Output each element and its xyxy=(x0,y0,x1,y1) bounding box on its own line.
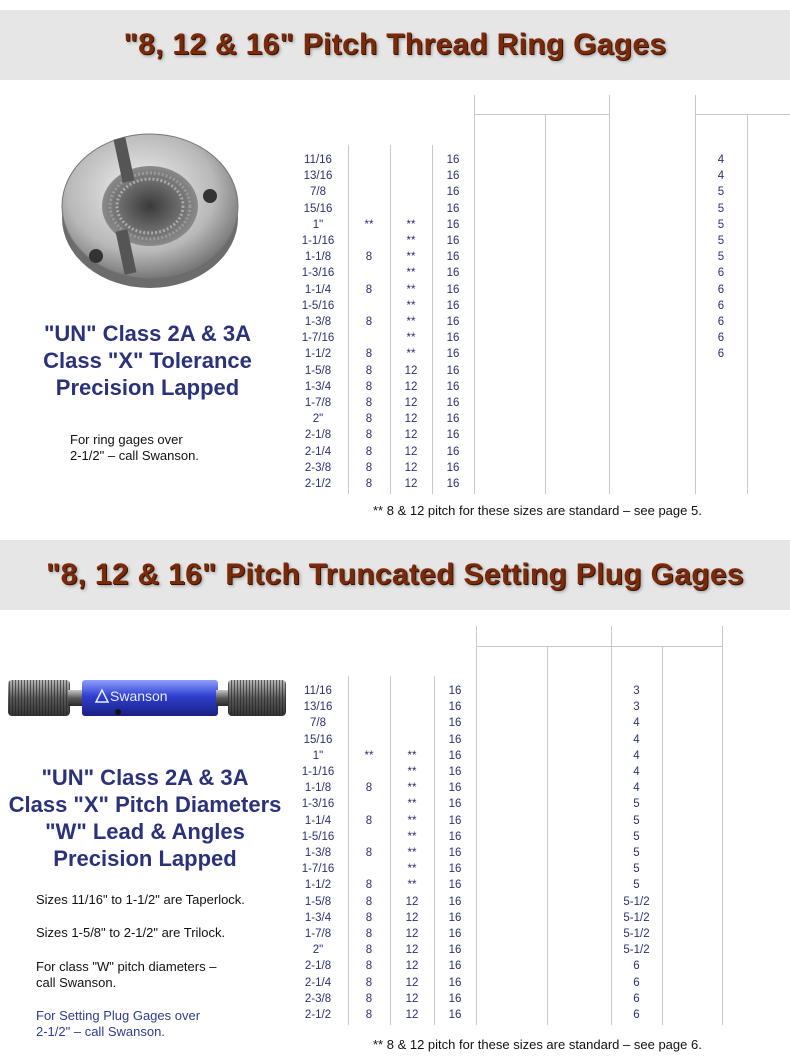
holder-no-cell xyxy=(695,427,747,443)
size-cell: 2-1/8 xyxy=(304,960,332,973)
plug-note-taperlock: Sizes 11/16" to 1-1/2" are Taperlock. xyxy=(36,892,245,907)
pitch-12-cell: 12 xyxy=(404,397,418,409)
size-cell: 1-7/16 xyxy=(301,863,335,876)
size-cell: 1-1/16 xyxy=(301,766,335,778)
pitch-16-cell: 16 xyxy=(446,332,460,345)
pitch-12-cell: 12 xyxy=(404,413,418,426)
pitch-16-cell: 16 xyxy=(448,685,462,697)
pitch-12-cell: ** xyxy=(407,766,417,778)
pitch-12-cell: ** xyxy=(407,879,417,892)
holder-no-cell: 5 xyxy=(717,235,725,247)
size-cell: 1-5/16 xyxy=(301,830,335,843)
size-cell: 2-1/4 xyxy=(304,445,332,458)
holder-no-cell: 5 xyxy=(717,218,725,231)
holder-no-cell: 3 xyxy=(633,685,640,697)
size-cell: 13/16 xyxy=(303,170,333,183)
size-cell: 11/16 xyxy=(304,154,332,166)
size-cell: 1-1/2 xyxy=(304,879,332,892)
pitch-8-cell: 8 xyxy=(365,879,373,892)
size-cell: 2" xyxy=(312,944,324,957)
holder-no-cell: 6 xyxy=(717,316,725,328)
pitch-8-cell xyxy=(348,732,390,748)
column-divider xyxy=(662,646,663,1025)
plug-gages-title: "8, 12 & 16" Pitch Truncated Setting Plug Gages xyxy=(46,558,744,591)
ring-gages-banner xyxy=(0,10,790,80)
pitch-16-cell: 16 xyxy=(448,911,462,924)
holder-no-cell: 5 xyxy=(717,251,725,264)
size-cell: 1-1/2 xyxy=(304,348,332,361)
pitch-16-cell: 16 xyxy=(446,235,460,247)
pitch-12-cell: 12 xyxy=(405,976,419,989)
size-cell: 2-3/8 xyxy=(304,992,332,1005)
pitch-8-cell xyxy=(348,330,390,346)
pitch-16-cell: 16 xyxy=(448,701,462,714)
pitch-8-cell xyxy=(348,829,390,845)
size-cell: 11/16 xyxy=(304,685,332,697)
pitch-8-cell xyxy=(348,715,390,731)
column-divider xyxy=(545,114,546,494)
pitch-16-cell: 16 xyxy=(446,299,460,312)
holder-no-cell xyxy=(695,411,747,427)
size-cell: 1-3/16 xyxy=(301,267,335,280)
size-cell: 2-1/4 xyxy=(304,976,332,989)
size-cell: 1-3/4 xyxy=(304,911,332,924)
pitch-16-cell: 16 xyxy=(448,830,462,843)
pitch-8-cell: 8 xyxy=(365,348,373,361)
pitch-12-cell: ** xyxy=(406,299,416,312)
holder-no-cell: 5-1/2 xyxy=(623,911,650,924)
holder-no-cell xyxy=(695,476,747,492)
pitch-8-cell: 8 xyxy=(365,976,373,989)
pitch-16-cell: 16 xyxy=(446,397,460,409)
ring-gage-image xyxy=(58,118,242,302)
pitch-16-cell: 16 xyxy=(448,782,462,795)
pitch-16-cell: 16 xyxy=(446,186,460,199)
pitch-16-cell: 16 xyxy=(448,992,462,1005)
pitch-12-cell: 12 xyxy=(405,911,419,924)
size-cell: 1-1/4 xyxy=(304,814,332,827)
pitch-12-cell xyxy=(390,168,432,184)
pitch-16-cell: 16 xyxy=(448,879,462,892)
holder-no-cell: 6 xyxy=(633,976,640,989)
holder-no-cell: 4 xyxy=(633,766,640,778)
group-header-rule xyxy=(695,114,790,115)
size-cell: 1-1/8 xyxy=(304,251,332,264)
pitch-12-cell xyxy=(390,184,432,200)
pitch-8-cell xyxy=(348,184,390,200)
ring-spec-line-3: Precision Lapped xyxy=(55,375,240,400)
pitch-12-cell: 12 xyxy=(404,461,418,474)
holder-no-cell: 6 xyxy=(717,348,725,361)
holder-no-cell: 3 xyxy=(633,701,640,714)
holder-no-cell: 5 xyxy=(633,814,640,827)
pitch-16-cell: 16 xyxy=(446,154,460,166)
pitch-12-cell xyxy=(390,715,434,731)
pitch-8-cell: 8 xyxy=(365,944,373,957)
size-cell: 1-5/16 xyxy=(301,299,335,312)
ring-note-line-1: For ring gages over xyxy=(70,432,183,447)
pitch-12-cell xyxy=(390,201,432,217)
holder-no-cell: 5-1/2 xyxy=(623,928,650,940)
pitch-8-cell: 8 xyxy=(365,316,373,328)
size-cell: 1-5/8 xyxy=(304,895,332,908)
pitch-16-cell: 16 xyxy=(446,461,460,474)
pitch-8-cell: 8 xyxy=(365,283,373,296)
holder-no-cell: 6 xyxy=(633,960,640,973)
pitch-16-cell: 16 xyxy=(448,733,462,746)
size-cell: 7/8 xyxy=(310,717,326,730)
pitch-12-cell: ** xyxy=(407,847,417,859)
plug-note-over-1: For Setting Plug Gages over xyxy=(36,1008,201,1023)
pitch-16-cell: 16 xyxy=(448,847,462,859)
plug-footnote: ** 8 & 12 pitch for these sizes are standard – see page 6. xyxy=(373,1037,702,1052)
pitch-12-cell: ** xyxy=(407,863,417,876)
pitch-8-cell: 8 xyxy=(365,928,373,940)
pitch-16-cell: 16 xyxy=(448,1009,462,1021)
pitch-12-cell: ** xyxy=(406,235,416,247)
plug-spec-line-3: "W" Lead & Angles xyxy=(45,819,245,844)
size-cell: 2" xyxy=(312,413,324,426)
column-divider xyxy=(722,626,723,1025)
size-cell: 1-1/16 xyxy=(301,235,335,247)
holder-no-cell: 5 xyxy=(633,879,640,892)
pitch-16-cell: 16 xyxy=(448,766,462,778)
pitch-16-cell: 16 xyxy=(448,960,462,973)
size-cell: 1-5/8 xyxy=(304,364,332,377)
ring-footnote: ** 8 & 12 pitch for these sizes are standard – see page 5. xyxy=(373,503,702,518)
pitch-16-cell: 16 xyxy=(446,283,460,296)
pitch-16-cell: 16 xyxy=(446,202,460,215)
holder-no-cell: 6 xyxy=(717,283,725,296)
size-cell: 1" xyxy=(312,218,324,231)
holder-no-cell: 5-1/2 xyxy=(623,895,650,908)
pitch-12-cell: 12 xyxy=(405,944,419,957)
pitch-8-cell: 8 xyxy=(365,429,373,442)
pitch-8-cell xyxy=(348,764,390,780)
pitch-12-cell xyxy=(390,152,432,168)
group-header-rule xyxy=(476,646,722,647)
pitch-8-cell xyxy=(348,152,390,168)
pitch-12-cell xyxy=(390,732,434,748)
holder-no-cell: 4 xyxy=(717,170,725,183)
pitch-12-cell: ** xyxy=(407,814,417,827)
holder-no-cell: 5 xyxy=(633,830,640,843)
holder-no-cell: 6 xyxy=(717,267,725,280)
pitch-8-cell xyxy=(348,265,390,281)
pitch-12-cell: 12 xyxy=(404,445,418,458)
pitch-8-cell: ** xyxy=(364,749,374,762)
size-cell: 15/16 xyxy=(303,733,333,746)
holder-no-cell: 4 xyxy=(633,733,640,746)
holder-no-cell: 4 xyxy=(717,154,725,166)
pitch-12-cell: ** xyxy=(406,332,416,345)
pitch-8-cell: 8 xyxy=(365,445,373,458)
pitch-16-cell: 16 xyxy=(446,316,460,328)
size-cell: 1-7/16 xyxy=(301,332,335,345)
pitch-8-cell xyxy=(348,861,390,877)
pitch-12-cell: 12 xyxy=(405,992,419,1005)
pitch-12-cell: ** xyxy=(407,798,417,811)
size-cell: 1-3/8 xyxy=(304,316,332,328)
size-cell: 1-3/16 xyxy=(301,798,335,811)
pitch-8-cell xyxy=(348,201,390,217)
holder-no-cell xyxy=(695,444,747,460)
column-divider xyxy=(474,95,475,494)
holder-no-cell: 4 xyxy=(633,749,640,762)
column-divider xyxy=(547,646,548,1025)
pitch-8-cell xyxy=(348,796,390,812)
pitch-8-cell xyxy=(348,168,390,184)
pitch-8-cell: 8 xyxy=(365,992,373,1005)
pitch-12-cell: 12 xyxy=(404,380,418,393)
pitch-16-cell: 16 xyxy=(448,944,462,957)
holder-no-cell xyxy=(695,363,747,379)
ring-spec-line-1: "UN" Class 2A & 3A xyxy=(43,321,252,346)
pitch-16-cell: 16 xyxy=(446,413,460,426)
pitch-12-cell: ** xyxy=(406,267,416,280)
size-cell: 1-7/8 xyxy=(304,928,332,940)
plug-spec-line-2: Class "X" Pitch Diameters xyxy=(8,792,282,817)
pitch-16-cell: 16 xyxy=(446,267,460,280)
size-cell: 7/8 xyxy=(310,186,326,199)
pitch-16-cell: 16 xyxy=(446,170,460,183)
size-cell: 2-1/2 xyxy=(304,478,332,490)
size-cell: 1-7/8 xyxy=(304,397,332,409)
holder-no-cell xyxy=(695,395,747,411)
ring-gages-title: "8, 12 & 16" Pitch Thread Ring Gages xyxy=(123,28,667,61)
pitch-16-cell: 16 xyxy=(448,798,462,811)
pitch-16-cell: 16 xyxy=(446,478,460,490)
pitch-8-cell: 8 xyxy=(365,461,373,474)
holder-no-cell: 4 xyxy=(633,717,640,730)
pitch-12-cell xyxy=(390,699,434,715)
pitch-8-cell: 8 xyxy=(365,782,373,795)
plug-note-class-w-2: call Swanson. xyxy=(36,975,117,990)
plug-brand-label: Swanson xyxy=(110,688,168,704)
holder-no-cell: 6 xyxy=(717,332,725,345)
pitch-8-cell: 8 xyxy=(365,380,373,393)
pitch-12-cell: 12 xyxy=(404,429,418,442)
pitch-8-cell: 8 xyxy=(365,413,373,426)
pitch-8-cell xyxy=(348,233,390,249)
pitch-12-cell: ** xyxy=(407,782,417,795)
size-cell: 1-1/4 xyxy=(304,283,332,296)
pitch-12-cell: ** xyxy=(406,316,416,328)
holder-no-cell: 5 xyxy=(717,186,725,199)
plug-note-trilock: Sizes 1-5/8" to 2-1/2" are Trilock. xyxy=(36,925,226,940)
pitch-8-cell: 8 xyxy=(365,478,373,490)
holder-no-cell: 6 xyxy=(717,299,725,312)
pitch-16-cell: 16 xyxy=(448,976,462,989)
plug-gages-banner xyxy=(0,540,790,610)
pitch-16-cell: 16 xyxy=(446,218,460,231)
pitch-16-cell: 16 xyxy=(448,717,462,730)
pitch-8-cell: 8 xyxy=(365,895,373,908)
pitch-8-cell xyxy=(348,699,390,715)
holder-no-cell: 5-1/2 xyxy=(623,944,650,957)
holder-no-cell: 5 xyxy=(633,798,640,811)
size-cell: 1-1/8 xyxy=(304,782,332,795)
plug-note-over-2: 2-1/2" – call Swanson. xyxy=(36,1024,165,1039)
pitch-12-cell xyxy=(390,683,434,699)
holder-no-cell xyxy=(695,379,747,395)
pitch-16-cell: 16 xyxy=(448,863,462,876)
pitch-12-cell: 12 xyxy=(405,895,419,908)
size-cell: 2-3/8 xyxy=(304,461,332,474)
column-divider xyxy=(476,626,477,1025)
pitch-12-cell: 12 xyxy=(404,364,418,377)
pitch-16-cell: 16 xyxy=(448,928,462,940)
holder-no-cell: 6 xyxy=(633,1009,640,1021)
holder-no-cell: 4 xyxy=(633,782,640,795)
pitch-16-cell: 16 xyxy=(446,445,460,458)
ring-note-line-2: 2-1/2" – call Swanson. xyxy=(70,448,199,463)
pitch-8-cell: 8 xyxy=(365,251,373,264)
pitch-8-cell: 8 xyxy=(365,397,373,409)
pitch-8-cell: 8 xyxy=(365,847,373,859)
pitch-16-cell: 16 xyxy=(446,364,460,377)
holder-no-cell: 5 xyxy=(633,847,640,859)
size-cell: 2-1/2 xyxy=(304,1009,332,1021)
pitch-12-cell: ** xyxy=(406,283,416,296)
pitch-8-cell: 8 xyxy=(365,364,373,377)
pitch-12-cell: ** xyxy=(407,830,417,843)
pitch-8-cell: 8 xyxy=(365,960,373,973)
pitch-8-cell: 8 xyxy=(365,814,373,827)
pitch-16-cell: 16 xyxy=(446,348,460,361)
pitch-16-cell: 16 xyxy=(446,251,460,264)
pitch-12-cell: ** xyxy=(406,348,416,361)
pitch-8-cell: 8 xyxy=(365,1009,373,1021)
pitch-8-cell: ** xyxy=(364,218,374,231)
size-cell: 1" xyxy=(312,749,324,762)
plug-spec-line-4: Precision Lapped xyxy=(53,846,237,871)
pitch-16-cell: 16 xyxy=(448,895,462,908)
size-cell: 1-3/8 xyxy=(304,847,332,859)
pitch-16-cell: 16 xyxy=(446,380,460,393)
plug-spec-line-1: "UN" Class 2A & 3A xyxy=(41,765,249,790)
pitch-12-cell: ** xyxy=(406,251,416,264)
pitch-8-cell: 8 xyxy=(365,911,373,924)
pitch-16-cell: 16 xyxy=(448,749,462,762)
pitch-12-cell: ** xyxy=(406,218,416,231)
holder-no-cell xyxy=(695,460,747,476)
plug-gage-image xyxy=(6,676,288,720)
pitch-12-cell: 12 xyxy=(404,478,418,490)
pitch-16-cell: 16 xyxy=(446,429,460,442)
size-cell: 15/16 xyxy=(303,202,333,215)
column-divider xyxy=(747,114,748,494)
size-cell: 1-3/4 xyxy=(304,380,332,393)
holder-no-cell: 6 xyxy=(633,992,640,1005)
holder-no-cell: 5 xyxy=(633,863,640,876)
pitch-8-cell xyxy=(348,298,390,314)
column-divider xyxy=(609,95,610,494)
group-header-rule xyxy=(474,114,609,115)
size-cell: 13/16 xyxy=(303,701,333,714)
plug-note-class-w-1: For class "W" pitch diameters – xyxy=(36,959,217,974)
pitch-12-cell: 12 xyxy=(405,1009,419,1021)
holder-no-cell: 5 xyxy=(717,202,725,215)
size-cell: 2-1/8 xyxy=(304,429,332,442)
pitch-16-cell: 16 xyxy=(448,814,462,827)
pitch-8-cell xyxy=(348,683,390,699)
pitch-12-cell: 12 xyxy=(405,960,419,973)
ring-spec-line-2: Class "X" Tolerance xyxy=(43,348,252,373)
pitch-12-cell: ** xyxy=(407,749,417,762)
pitch-12-cell: 12 xyxy=(405,928,419,940)
